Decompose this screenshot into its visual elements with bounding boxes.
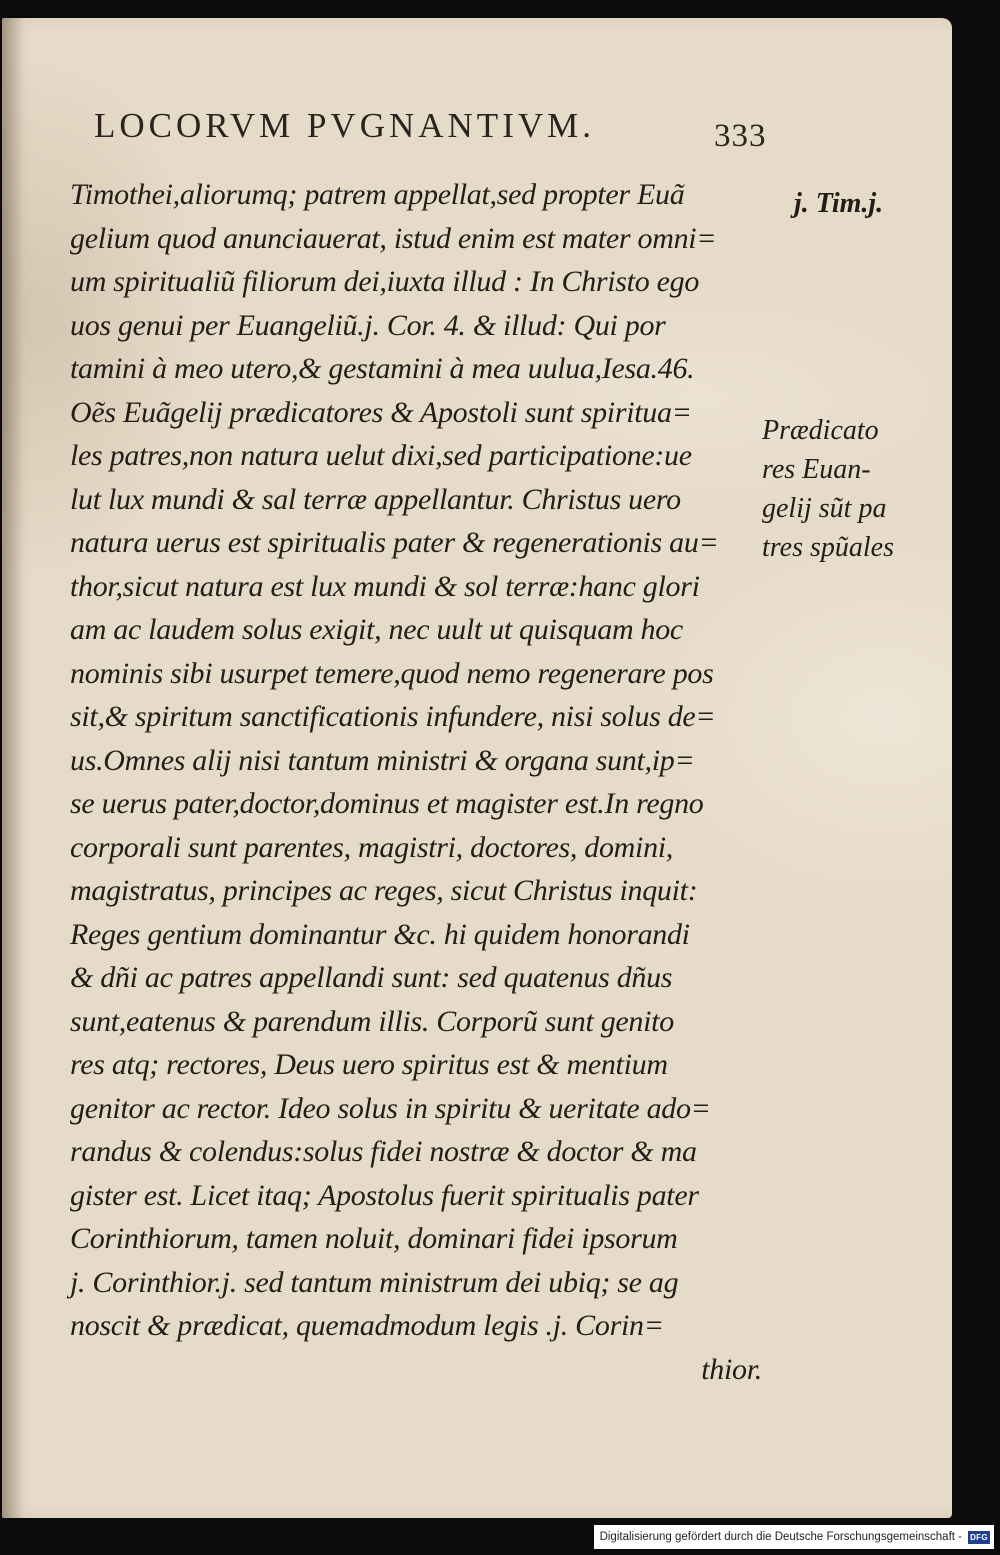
margin-note-line: j. Tim.j. (794, 188, 884, 219)
text-line: Corinthiorum, tamen noluit, dominari fidei ipsorum (70, 1222, 678, 1255)
body-text (70, 173, 770, 1391)
funding-credit: Digitalisierung gefördert durch die Deutsche Forschungsgemeinschaft - (599, 1531, 962, 1543)
text-line: tamini à meo utero,& gestamini à mea uulua,Iesa.46. (70, 352, 695, 385)
margin-note-reference (794, 184, 954, 223)
spine-shadow (2, 18, 24, 1518)
digitization-footer (594, 1525, 994, 1549)
text-line: corporali sunt parentes, magistri, doctores, domini, (70, 830, 674, 864)
margin-note-line: tres spũales (762, 532, 894, 563)
margin-note-preachers (762, 411, 922, 567)
text-line: uos genui per Euangeliũ.j. Cor. 4. & illud: Qui por (70, 308, 666, 342)
text-line: us.Omnes alij nisi tantum ministri & organa sunt,ip= (70, 743, 695, 777)
margin-note-line: Prædicato (762, 415, 879, 446)
text-line: sit,& spiritum sanctificationis infundere, nisi solus de= (70, 700, 716, 733)
text-line: res atq; rectores, Deus uero spiritus est & mentium (70, 1048, 668, 1081)
text-line: am ac laudem solus exigit, nec uult ut quisquam hoc (70, 613, 683, 646)
text-line: Reges gentium dominantur &c. hi quidem honorandi (70, 917, 690, 951)
margin-note-line: res Euan- (762, 454, 871, 485)
text-line: lut lux mundi & sal terræ appellantur. Christus uero (70, 482, 681, 516)
text-line: noscit & prædicat, quemadmodum legis .j. Corin= (70, 1309, 664, 1342)
text-line: Timothei,aliorumq; patrem appellat,sed propter Euã (70, 178, 685, 211)
text-line: & dñi ac patres appellandi sunt: sed quatenus dñus (70, 961, 673, 994)
text-line: nominis sibi usurpet temere,quod nemo regenerare pos (70, 656, 714, 690)
catchword: thior. (701, 1352, 762, 1386)
page-number: 333 (714, 118, 767, 154)
running-head: LOCORVM PVGNANTIVM. (94, 106, 595, 145)
text-line: gister est. Licet itaq; Apostolus fuerit spiritualis pater (70, 1178, 699, 1212)
text-line: Oẽs Euãgelij prædicatores & Apostoli sunt spiritua= (70, 395, 692, 429)
text-line: randus & colendus:solus fidei nostræ & doctor & ma (70, 1135, 697, 1168)
text-line: j. Corinthior.j. sed tantum ministrum dei ubiq; se ag (70, 1265, 679, 1299)
text-line: magistratus, principes ac reges, sicut Christus inquit: (70, 874, 698, 907)
text-line: se uerus pater,doctor,dominus et magister est.In regno (70, 787, 704, 820)
text-line: thor,sicut natura est lux mundi & sol terræ:hanc glori (70, 569, 700, 603)
text-line: genitor ac rector. Ideo solus in spiritu & ueritate ado= (70, 1091, 711, 1125)
text-line: natura uerus est spiritualis pater & regenerationis au= (70, 526, 719, 559)
dfg-logo-icon: DFG (968, 1531, 990, 1544)
margin-note-line: gelij sũt pa (762, 493, 887, 524)
text-line: les patres,non natura uelut dixi,sed participatione:ue (70, 439, 692, 472)
book-page (2, 18, 952, 1518)
text-line: gelium quod anunciauerat, istud enim est mater omni= (70, 221, 717, 255)
text-line: sunt,eatenus & parendum illis. Corporũ sunt genito (70, 1004, 674, 1038)
text-line: um spiritualiũ filiorum dei,iuxta illud : In Christo ego (70, 265, 700, 298)
